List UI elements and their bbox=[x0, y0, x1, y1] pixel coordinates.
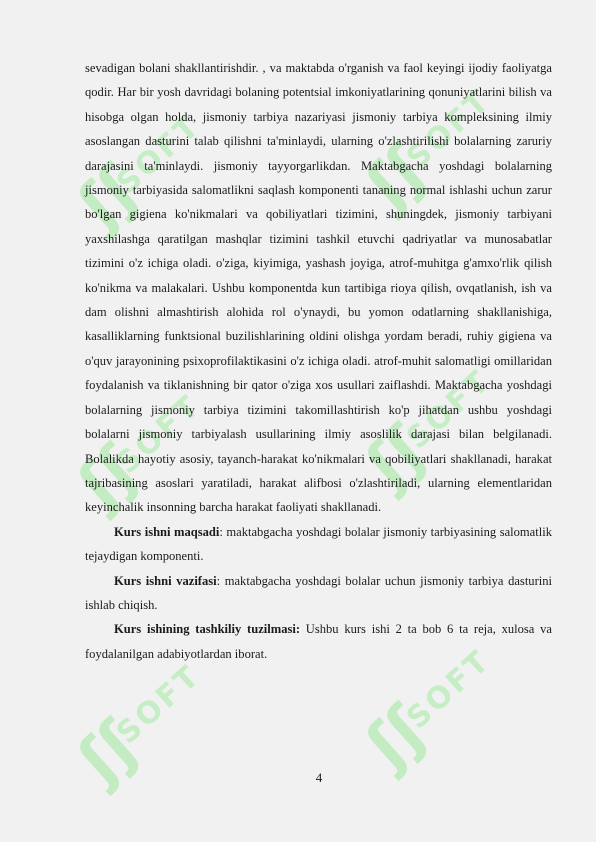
structure-label: Kurs ishining tashkiliy tuzilmasi: bbox=[114, 622, 301, 637]
task-text: : maktabgacha yoshdagi bolalar uchun jismoniy tarbiya dasturini ishlab chiqish. bbox=[85, 573, 553, 612]
watermark-text: SOFT bbox=[400, 643, 498, 737]
task-label: Kurs ishni vazifasi bbox=[114, 573, 217, 588]
watermark-text: SOFT bbox=[400, 363, 498, 457]
task-paragraph bbox=[85, 569, 552, 618]
structure-paragraph bbox=[85, 617, 552, 666]
watermark-logo: ʃʃ bbox=[64, 432, 152, 521]
body-paragraph: sevadigan bolani shakllantirishdir. , va maktabda o'rganish va faol keyingi ijodiy faoliyatga qodir. Har bir yosh davridagi bolaning potentsial imkoniyatlarining qonuniyatlarini bilish va hisobga olgan holda, jismoniy tarbiya nazariyasi jismoniy tarbiya kompleksining ilmiy asoslangan dasturini talab qilishni ta'minlaydi, ularning o'zlashtirilishi bolalarning zaruriy darajasini ta'minlaydi. jismoniy tayyorgarlikdan. Maktabgacha yoshdagi bolalarning jismoniy tarbiyasida salomatlikni saqlash komponenti tananing normal ishlashi uchun zarur bo'lgan gigiena ko'nikmalari va qobiliyatlari tizimini, shuningdek, jismoniy tarbiyani yaxshilashga qaratilgan mashqlar tizimini tashkil etuvchi qadriyatlar va munosabatlar tizimini o'z ichiga oladi. o'ziga, kiyimiga, yashash joyiga, atrof-muhitga g'amxo'rlik qilish ko'nikma va malakalari. Ushbu komponentda kun tartibiga rioya qilish, ovqatlanish, ish va dam olishni almashtirish alohida rol o'ynaydi, bu yomon odatlarning shakllanishiga, kasalliklarning funktsional buzilishlarining oldini olishga yordam beradi, ruhiy gigiena va o'quv jarayonining psixoprofilaktikasini o'z ichiga oladi. atrof-muhit salomatligi omillaridan foydalanish va tiklanishning bir qator o'ziga xos usullari zaiflashdi. Maktabgacha yoshdagi bolalarning jismoniy tarbiya tizimini takomillashtirish ko'p jihatdan ushbu yoshdagi bolalarni jismoniy tarbiyalash usullarining ilmiy asoslilik darajasi bilan belgilanadi. Bolalikda hayotiy asosiy, tayanch-harakat ko'nikmalari va qobiliyatlari shakllanadi, harakat tajribasining asoslari yaratiladi, harakat alifbosi o'zlashtiriladi, ularning elementlaridan keyinchalik insonning barcha harakat faoliyati shakllanadi. bbox=[85, 61, 552, 515]
page-number: 4 bbox=[315, 770, 323, 785]
watermark-logo: ʃʃ bbox=[64, 707, 152, 796]
watermark-text: SOFT bbox=[110, 108, 208, 202]
watermark-logo: ʃʃ bbox=[64, 152, 152, 241]
document-body bbox=[85, 56, 552, 666]
watermark-text: SOFT bbox=[110, 388, 208, 482]
purpose-paragraph bbox=[85, 520, 552, 569]
watermark-logo: ʃʃ bbox=[352, 412, 440, 501]
watermark-text: SOFT bbox=[400, 83, 498, 177]
structure-text: Ushbu kurs ishi 2 ta bob 6 ta reja, xulosa va foydalanilgan adabiyotlardan iborat. bbox=[85, 622, 552, 661]
watermark-text: SOFT bbox=[110, 658, 208, 752]
watermark-logo: ʃʃ bbox=[352, 692, 440, 781]
watermark-logo: ʃʃ bbox=[352, 132, 440, 221]
purpose-text: : maktabgacha yoshdagi bolalar jismoniy tarbiyasining salomatlik tejaydigan komponenti. bbox=[85, 524, 552, 564]
purpose-label: Kurs ishni maqsadi bbox=[114, 524, 220, 539]
